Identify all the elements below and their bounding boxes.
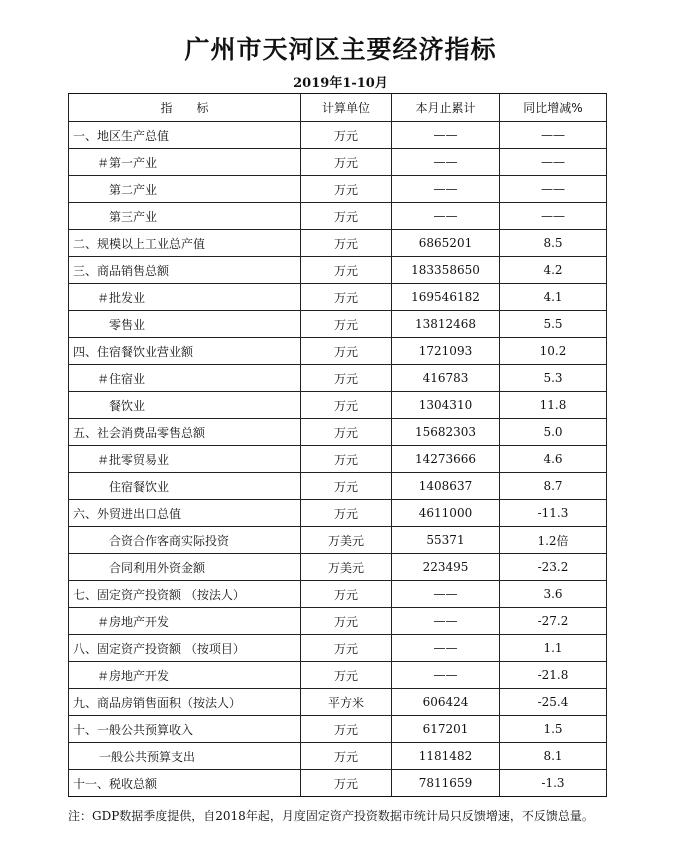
unit-cell: 万元 [301,176,392,203]
yoy-value: -25.4 [500,689,607,716]
table-row [69,284,607,311]
unit-cell: 万元 [301,392,392,419]
cumulative-value: —— [392,203,500,230]
table-row [69,581,607,608]
unit-cell: 万美元 [301,527,392,554]
unit-cell: 万元 [301,257,392,284]
yoy-value: 8.5 [500,230,607,257]
unit-cell: 万元 [301,770,392,797]
yoy-value: —— [500,122,607,149]
yoy-value: 4.1 [500,284,607,311]
table-row [69,149,607,176]
cumulative-value: 14273666 [392,446,500,473]
cumulative-value: 416783 [392,365,500,392]
indicator-name: 二、规模以上工业总产值 [69,230,301,257]
indicator-name: ＃房地产开发 [69,662,301,689]
unit-cell: 万元 [301,149,392,176]
yoy-value: -1.3 [500,770,607,797]
table-row [69,311,607,338]
table-body [69,122,607,797]
unit-cell: 万元 [301,230,392,257]
unit-cell: 万元 [301,635,392,662]
indicator-name: 八、固定资产投资额 （按项目） [69,635,301,662]
table-row [69,365,607,392]
table-row [69,473,607,500]
cumulative-value: 617201 [392,716,500,743]
yoy-value: 8.1 [500,743,607,770]
yoy-value: 5.5 [500,311,607,338]
header-indicator: 指 标 [69,94,301,122]
cumulative-value: —— [392,662,500,689]
table-row [69,446,607,473]
indicator-name: ＃房地产开发 [69,608,301,635]
cumulative-value: —— [392,581,500,608]
indicator-name: 三、商品销售总额 [69,257,301,284]
indicator-name: 七、固定资产投资额 （按法人） [69,581,301,608]
unit-cell: 万元 [301,743,392,770]
cumulative-value: 7811659 [392,770,500,797]
unit-cell: 万元 [301,716,392,743]
table-row [69,203,607,230]
header-unit: 计算单位 [301,94,392,122]
unit-cell: 万元 [301,203,392,230]
indicator-name: 五、社会消费品零售总额 [69,419,301,446]
unit-cell: 万元 [301,122,392,149]
cumulative-value: 1181482 [392,743,500,770]
cumulative-value: 169546182 [392,284,500,311]
yoy-value: —— [500,203,607,230]
indicator-name: 一般公共预算支出 [69,743,301,770]
yoy-value: 5.3 [500,365,607,392]
cumulative-value: —— [392,149,500,176]
indicator-name: 一、地区生产总值 [69,122,301,149]
page-title: 广州市天河区主要经济指标 [184,35,497,64]
unit-cell: 万元 [301,284,392,311]
indicator-name: 第三产业 [69,203,301,230]
table-row [69,230,607,257]
unit-cell: 万元 [301,581,392,608]
indicator-name: 合同利用外资金额 [69,554,301,581]
yoy-value: -23.2 [500,554,607,581]
cumulative-value: —— [392,635,500,662]
unit-cell: 万元 [301,365,392,392]
unit-cell: 万美元 [301,554,392,581]
footnote: 注：GDP数据季度提供，自2018年起，月度固定资产投资数据市统计局只反馈增速，不反馈总量。 [68,809,594,823]
indicator-name: ＃第一产业 [69,149,301,176]
table-row [69,122,607,149]
yoy-value: -21.8 [500,662,607,689]
unit-cell: 万元 [301,419,392,446]
indicator-name: 六、外贸进出口总值 [69,500,301,527]
yoy-value: 1.5 [500,716,607,743]
unit-cell: 万元 [301,446,392,473]
cumulative-value: 15682303 [392,419,500,446]
unit-cell: 万元 [301,311,392,338]
indicator-name: ＃批零贸易业 [69,446,301,473]
yoy-value: -27.2 [500,608,607,635]
cumulative-value: 55371 [392,527,500,554]
indicator-name: 住宿餐饮业 [69,473,301,500]
unit-cell: 万元 [301,662,392,689]
table-row [69,689,607,716]
cumulative-value: 183358650 [392,257,500,284]
header-cumulative: 本月止累计 [392,94,500,122]
unit-cell: 平方米 [301,689,392,716]
table-row [69,554,607,581]
table-row [69,500,607,527]
cumulative-value: 4611000 [392,500,500,527]
indicator-name: 合资合作客商实际投资 [69,527,301,554]
yoy-value: 4.2 [500,257,607,284]
table-row [69,716,607,743]
cumulative-value: 13812468 [392,311,500,338]
yoy-value: 10.2 [500,338,607,365]
indicator-name: 十、一般公共预算收入 [69,716,301,743]
unit-cell: 万元 [301,608,392,635]
indicator-name: 四、住宿餐饮业营业额 [69,338,301,365]
table-row [69,662,607,689]
yoy-value: 3.6 [500,581,607,608]
report-period: 2019年1-10月 [293,76,388,91]
indicator-name: 第二产业 [69,176,301,203]
table-row [69,392,607,419]
cumulative-value: 6865201 [392,230,500,257]
indicator-name: 十一、税收总额 [69,770,301,797]
indicator-name: 餐饮业 [69,392,301,419]
yoy-value: -11.3 [500,500,607,527]
table-row [69,770,607,797]
yoy-value: 1.1 [500,635,607,662]
cumulative-value: 1721093 [392,338,500,365]
table-row [69,608,607,635]
yoy-value: 8.7 [500,473,607,500]
table-row [69,176,607,203]
table-row [69,743,607,770]
cumulative-value: 1408637 [392,473,500,500]
cumulative-value: 606424 [392,689,500,716]
header-yoy: 同比增减% [500,94,607,122]
cumulative-value: —— [392,176,500,203]
table-row [69,527,607,554]
table-row [69,635,607,662]
indicator-name: ＃批发业 [69,284,301,311]
unit-cell: 万元 [301,500,392,527]
unit-cell: 万元 [301,473,392,500]
yoy-value: —— [500,149,607,176]
yoy-value: 1.2倍 [500,527,607,554]
table-row [69,257,607,284]
cumulative-value: —— [392,122,500,149]
table-row [69,419,607,446]
cumulative-value: 1304310 [392,392,500,419]
indicator-name: ＃住宿业 [69,365,301,392]
table-header-row [69,94,607,122]
indicator-name: 零售业 [69,311,301,338]
cumulative-value: —— [392,608,500,635]
table-row [69,338,607,365]
indicator-name: 九、商品房销售面积（按法人） [69,689,301,716]
indicator-table [68,93,607,797]
yoy-value: 5.0 [500,419,607,446]
yoy-value: 11.8 [500,392,607,419]
unit-cell: 万元 [301,338,392,365]
cumulative-value: 223495 [392,554,500,581]
yoy-value: 4.6 [500,446,607,473]
yoy-value: —— [500,176,607,203]
